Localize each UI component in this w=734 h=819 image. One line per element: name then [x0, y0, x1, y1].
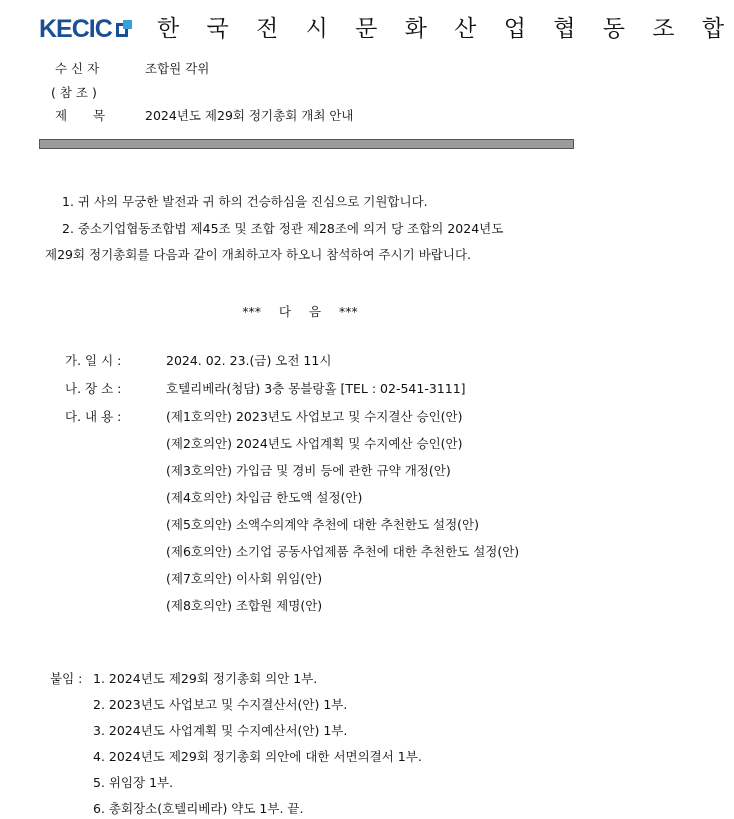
attachment-item-2: 2. 2023년도 사업보고 및 수지결산서(안) 1부. — [93, 697, 348, 712]
agenda-item-4: (제4호의안) 차입금 한도액 설정(안) — [166, 490, 363, 505]
subject-label: 제 목 — [55, 108, 106, 123]
attachments-label: 붙임 : — [50, 671, 83, 686]
agenda-item-7: (제7호의안) 이사회 위임(안) — [166, 571, 323, 586]
attachment-item-5: 5. 위임장 1부. — [93, 775, 174, 790]
logo-text: KECIC — [39, 15, 112, 43]
logo-mark-icon — [115, 19, 133, 39]
paragraph-2-line-2: 제29회 정기총회를 다음과 같이 개최하고자 하오니 참석하여 주시기 바랍니다. — [45, 247, 471, 262]
recipient-value: 조합원 각위 — [145, 61, 210, 76]
place-value: 호텔리베라(청담) 3층 몽블랑홀 [TEL : 02-541-3111] — [166, 381, 466, 396]
header-divider — [39, 139, 574, 149]
agenda-item-2: (제2호의안) 2024년도 사업계획 및 수지예산 승인(안) — [166, 436, 463, 451]
content-label: 다. 내 용 : — [65, 409, 122, 424]
place-label: 나. 장 소 : — [65, 381, 122, 396]
org-name: 한 국 전 시 문 화 산 업 협 동 조 합 — [157, 16, 734, 42]
date-label: 가. 일 시 : — [65, 353, 122, 368]
attachment-item-4: 4. 2024년도 제29회 정기총회 의안에 대한 서면의결서 1부. — [93, 749, 422, 764]
attachment-item-3: 3. 2024년도 사업계획 및 수지예산서(안) 1부. — [93, 723, 348, 738]
recipient-label: 수 신 자 — [55, 61, 100, 76]
reference-label: ( 참 조 ) — [51, 85, 97, 100]
subject-value: 2024년도 제29회 정기총회 개최 안내 — [145, 108, 354, 123]
agenda-item-8: (제8호의안) 조합원 제명(안) — [166, 598, 323, 613]
agenda-item-1: (제1호의안) 2023년도 사업보고 및 수지결산 승인(안) — [166, 409, 463, 424]
notice-title: *** 다 음 *** — [242, 304, 358, 319]
paragraph-2-line-1: 2. 중소기업협동조합법 제45조 및 조합 정관 제28조에 의거 당 조합의 2024년도 — [62, 221, 504, 236]
paragraph-1: 1. 귀 사의 무궁한 발전과 귀 하의 건승하심을 진심으로 기원합니다. — [62, 194, 428, 209]
date-value: 2024. 02. 23.(금) 오전 11시 — [166, 353, 332, 368]
agenda-item-3: (제3호의안) 가입금 및 경비 등에 관한 규약 개정(안) — [166, 463, 451, 478]
agenda-item-6: (제6호의안) 소기업 공동사업제품 추천에 대한 추천한도 설정(안) — [166, 544, 520, 559]
agenda-item-5: (제5호의안) 소액수의계약 추천에 대한 추천한도 설정(안) — [166, 517, 479, 532]
kecic-logo — [39, 14, 133, 44]
attachment-item-1: 1. 2024년도 제29회 정기총회 의안 1부. — [93, 671, 318, 686]
attachment-item-6: 6. 총회장소(호텔리베라) 약도 1부. 끝. — [93, 801, 304, 816]
